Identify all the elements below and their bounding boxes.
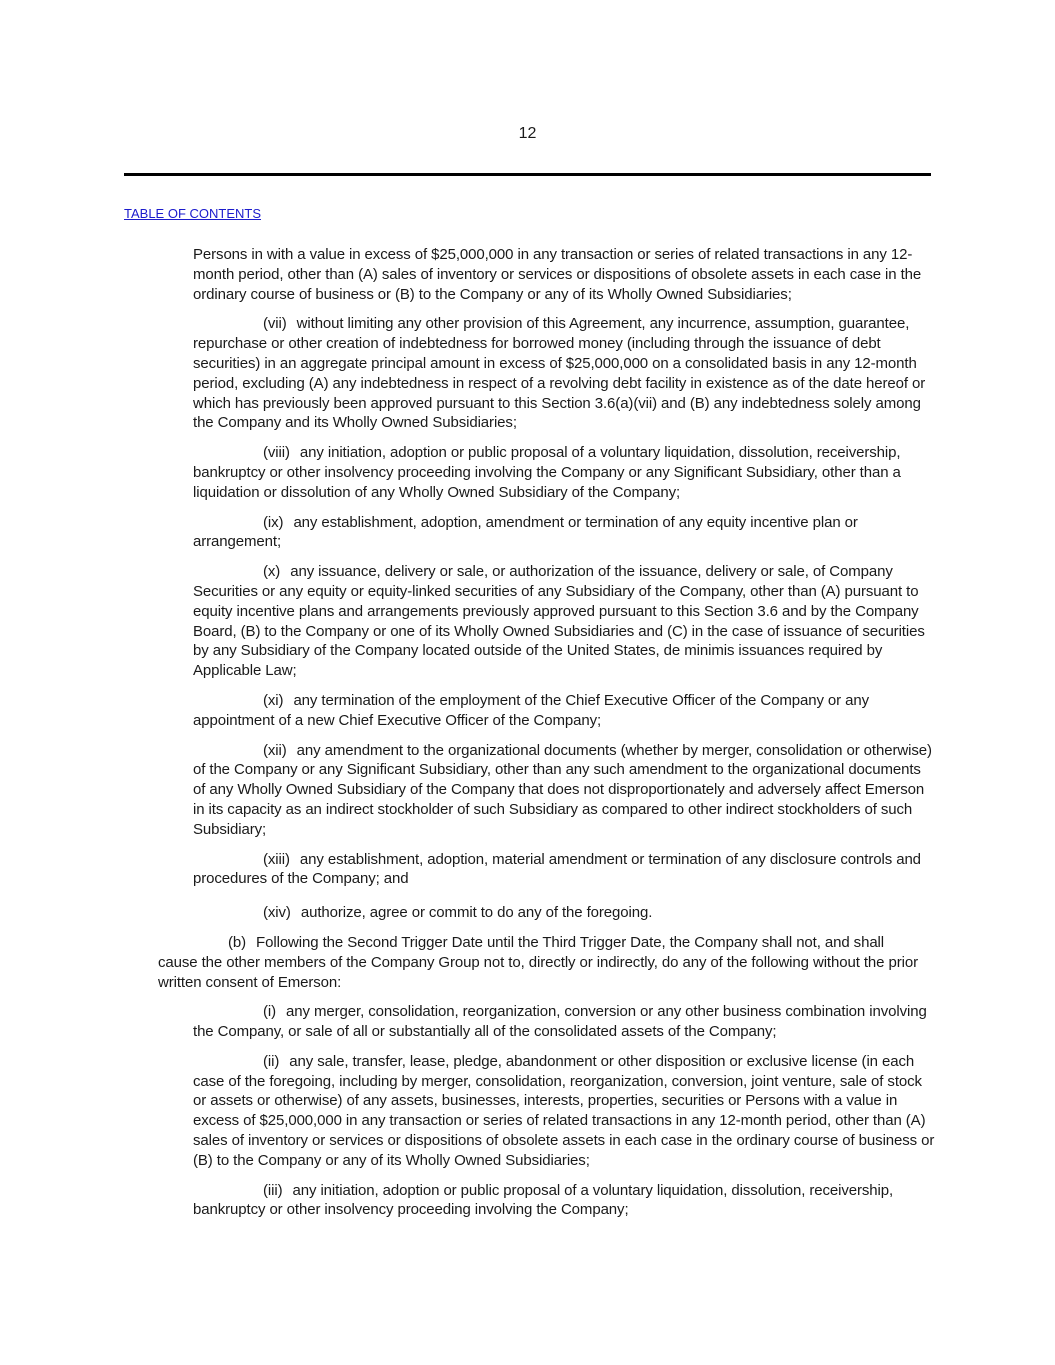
clause-text: any initiation, adoption or public proposal of a voluntary liquidation, dissolution, receivership, bankruptcy or other insolvency proceeding involving the Company or any Significant Subsidiary, other than a liquidation or dissolution of any Wholly Owned Subsidiary of the Company; xyxy=(193,444,901,501)
clause-number: (xiii) xyxy=(263,850,290,868)
clause-text: without limiting any other provision of this Agreement, any incurrence, assumption, guarantee, repurchase or other creation of indebtedness for borrowed money (including through the issuance of debt securities) in an aggregate principal amount in excess of $25,000,000 on a consolidated basis in any 12-month period, excluding (A) any indebtedness in respect of a revolving debt facility in existence as of the date hereof or which has previously been approved pursuant to this Section 3.6(a)(vii) and (B) any indebtedness solely among the Company and its Wholly Owned Subsidiaries; xyxy=(193,315,926,432)
clause-text: any initiation, adoption or public proposal of a voluntary liquidation, dissolution, receivership, bankruptcy or other insolvency proceeding involving the Company; xyxy=(193,1181,894,1219)
clause-number: (xiv) xyxy=(263,904,291,922)
clause-number: (ii) xyxy=(263,1052,280,1070)
clause-b-iii xyxy=(193,1181,935,1221)
clause-text: any establishment, adoption, material amendment or termination of any disclosure controls and procedures of the Company; and xyxy=(193,850,921,888)
clause-b-ii xyxy=(193,1052,935,1171)
header-rule xyxy=(124,173,931,176)
clause-a-ix xyxy=(193,513,935,553)
table-of-contents-link[interactable]: TABLE OF CONTENTS xyxy=(124,206,261,221)
clause-number: (xii) xyxy=(263,741,287,759)
page-number: 12 xyxy=(518,125,537,142)
clause-a-xiii xyxy=(193,850,935,890)
clause-text: authorize, agree or commit to do any of the foregoing. xyxy=(300,904,653,922)
clause-a-xii xyxy=(193,741,935,840)
clause-text: any termination of the employment of the Chief Executive Officer of the Company or any appointment of a new Chief Executive Officer of the Company; xyxy=(193,691,870,729)
paragraph-continuation: Persons in with a value in excess of $25,000,000 in any transaction or series of related transactions in any 12-month period, other than (A) sales of inventory or services or dispositions of obsolete assets in each case in the ordinary course of business or (B) to the Company or any of its Wholly Owned Subsidiaries; xyxy=(193,246,922,303)
clause-number: (ix) xyxy=(263,513,284,531)
document-body xyxy=(158,245,935,1230)
clause-number: (xi) xyxy=(263,691,284,709)
clause-a-xi xyxy=(193,691,935,731)
clause-a-viii xyxy=(193,443,935,502)
clause-number: (iii) xyxy=(263,1181,283,1199)
clause-number: (x) xyxy=(263,563,281,581)
clause-text: any sale, transfer, lease, pledge, abandonment or other disposition or exclusive license (in each case of the foregoing, including by merger, consolidation, reorganization, conversion, joint venture, sale of stock or assets or otherwise) of any assets, businesses, interests, properties, securities or Persons with a value in excess of $25,000,000 in any transaction or series of related transactions in any 12-month period, other than (A) sales of inventory or services or dispositions of obsolete assets in each case in the ordinary course of business or (B) to the Company or any of its Wholly Owned Subsidiaries; xyxy=(193,1052,935,1169)
section-number: (b) xyxy=(228,933,247,951)
section-text: Following the Second Trigger Date until the Third Trigger Date, the Company shall not, and shall cause the other members of the Company Group not to, directly or indirectly, do any of the following without the prior written consent of Emerson: xyxy=(158,933,918,991)
clause-number: (viii) xyxy=(263,444,290,462)
clause-text: any amendment to the organizational documents (whether by merger, consolidation or otherwise) of the Company or any Significant Subsidiary, other than any such amendment to the organizational documents of any Wholly Owned Subsidiary of the Company that does not disproportionately and adversely affect Emerson in its capacity as an indirect stockholder of such Subsidiary as compared to other indirect stockholders of such Subsidiary; xyxy=(193,741,932,838)
clause-a-x xyxy=(193,562,935,681)
clause-number: (vii) xyxy=(263,315,287,333)
clause-text: any merger, consolidation, reorganization, conversion or any other business combination involving the Company, or sale of all or substantially all of the consolidated assets of the Company; xyxy=(193,1003,927,1041)
clause-a-vii xyxy=(193,314,935,433)
clause-b-i xyxy=(193,1002,935,1042)
clause-a-xiv xyxy=(193,903,935,923)
section-b xyxy=(158,933,918,992)
clause-text: any establishment, adoption, amendment or termination of any equity incentive plan or arrangement; xyxy=(193,513,858,551)
clause-number: (i) xyxy=(263,1003,277,1021)
clause-text: any issuance, delivery or sale, or authorization of the issuance, delivery or sale, of Company Securities or any equity or equity-linked securities of any Subsidiary of the Company, other than (A) pursuant to equity incentive plans and arrangements previously approved pursuant to this Section 3.6 and by the Company Board, (B) to the Company or one of its Wholly Owned Subsidiaries and (C) in the case of issuance of securities by any Subsidiary of the Company located outside of the United States, de minimis issuances required by Applicable Law; xyxy=(193,563,925,680)
